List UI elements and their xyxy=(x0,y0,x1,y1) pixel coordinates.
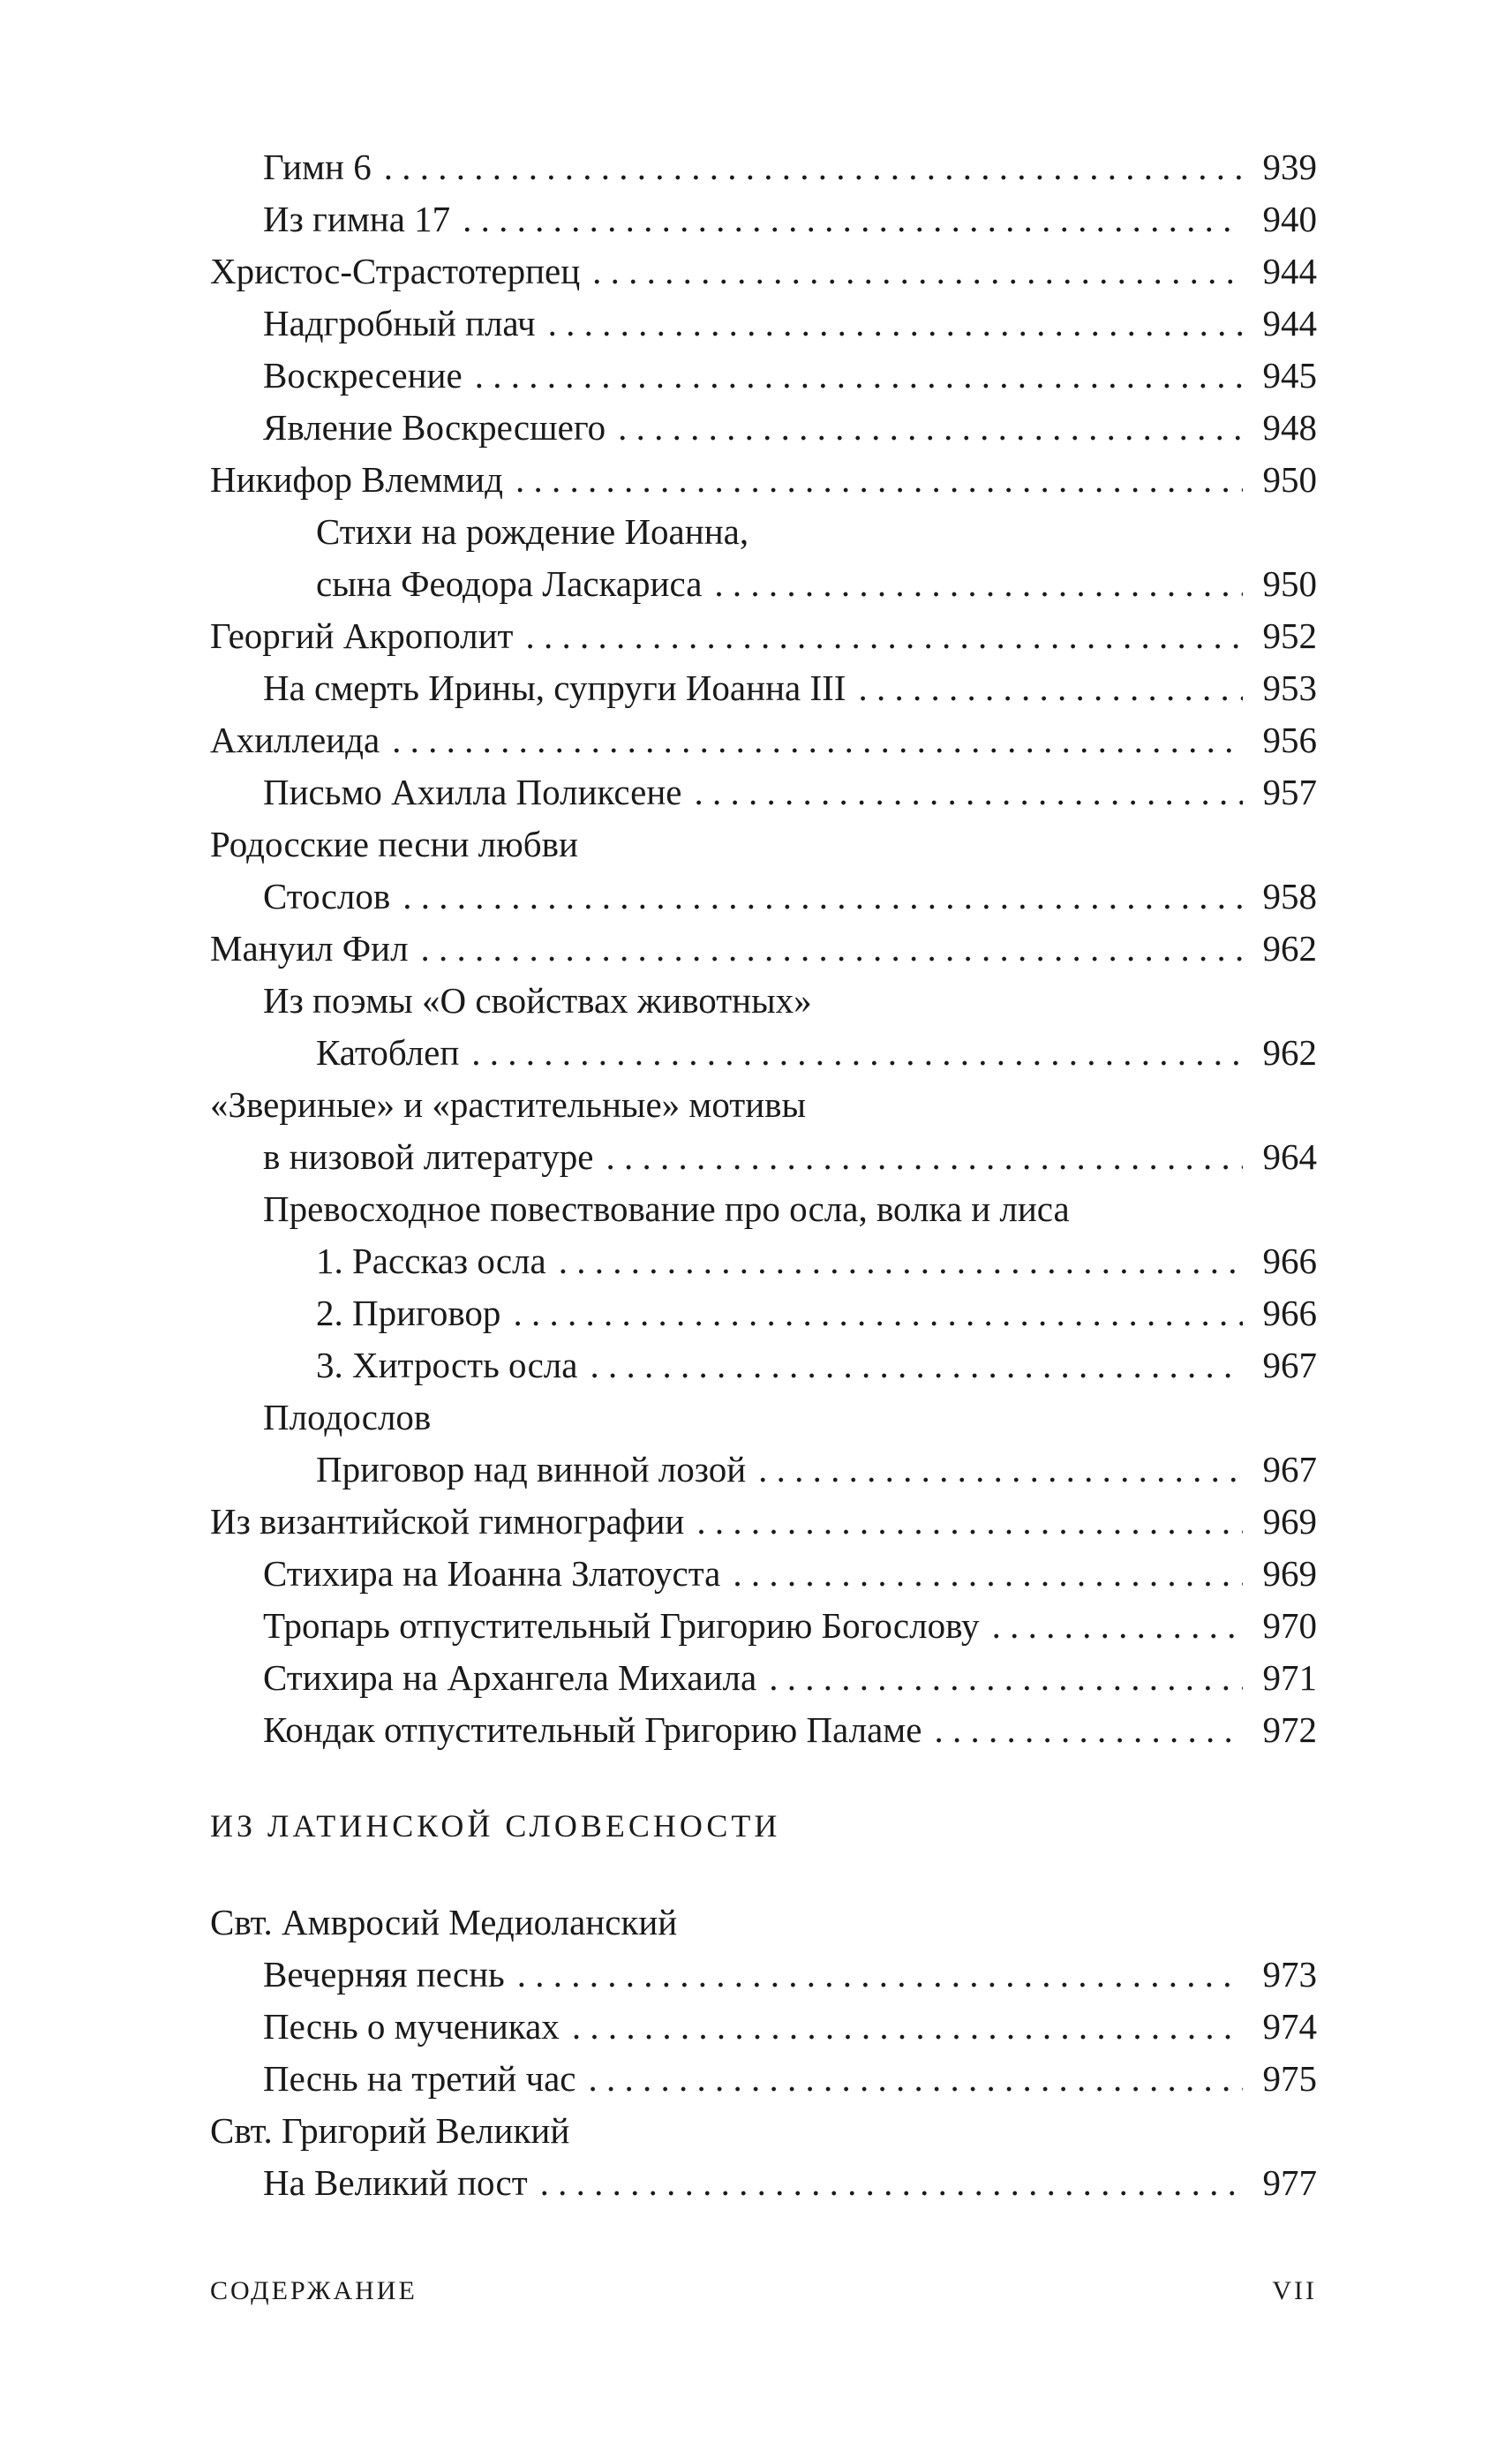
dot-leader xyxy=(589,2053,1244,2105)
toc-entry xyxy=(210,2157,1317,2209)
toc-entry-title: На смерть Ирины, супруги Иоанна III xyxy=(263,667,846,708)
toc-entry-title: Приговор над винной лозой xyxy=(316,1449,747,1489)
toc-entry xyxy=(210,662,1317,714)
toc-entry-page: 972 xyxy=(1262,1709,1317,1750)
toc-entry-title: Стослов xyxy=(263,876,391,916)
toc-entry-page: 975 xyxy=(1262,2058,1317,2099)
dot-leader xyxy=(758,1444,1243,1496)
toc-entry xyxy=(210,141,1317,193)
toc-entry xyxy=(210,193,1317,245)
toc-entry xyxy=(210,1339,1317,1391)
toc-entry-title: Христос-Страстотерпец xyxy=(210,251,581,291)
dot-leader xyxy=(618,402,1243,454)
dot-leader xyxy=(421,923,1243,975)
toc-entry-page: 967 xyxy=(1262,1345,1317,1385)
toc-entry-title: Воскресение xyxy=(263,355,463,396)
toc-entry-title: Никифор Влеммид xyxy=(210,459,503,500)
toc-entry-page: 945 xyxy=(1262,355,1317,396)
toc-entry-title: Стихира на Иоанна Златоуста xyxy=(263,1553,721,1594)
toc-entry-title: «Звериные» и «растительные» мотивы xyxy=(210,1084,807,1125)
toc-entry-title: Родосские песни любви xyxy=(210,824,578,864)
toc-entry xyxy=(210,506,1317,558)
dot-leader xyxy=(858,662,1243,714)
toc-entry-page: 967 xyxy=(1262,1449,1317,1489)
toc-entries-byzantine xyxy=(210,141,1317,1756)
toc-entry-title: Стихира на Архангела Михаила xyxy=(263,1657,757,1698)
dot-leader xyxy=(714,558,1243,610)
toc-entry xyxy=(210,1949,1317,2001)
toc-entry-title: Вечерняя песнь xyxy=(263,1954,505,1995)
dot-leader xyxy=(515,454,1243,506)
toc-entry xyxy=(210,2001,1317,2053)
toc-entry-title: Стихи на рождение Иоанна, xyxy=(316,511,749,552)
section-gap xyxy=(210,1852,1317,1897)
dot-leader xyxy=(548,298,1243,350)
toc-entry-title: Ахиллеида xyxy=(210,720,380,760)
toc-entry-page: 950 xyxy=(1262,459,1317,500)
toc-entry-page: 957 xyxy=(1262,772,1317,812)
toc-entry xyxy=(210,245,1317,298)
toc-entry xyxy=(210,2053,1317,2105)
toc-entry-page: 948 xyxy=(1262,407,1317,448)
toc-entry xyxy=(210,923,1317,975)
toc-entry-page: 966 xyxy=(1262,1241,1317,1281)
toc-entry xyxy=(210,1131,1317,1183)
toc-entry-title: сына Феодора Ласкариса xyxy=(316,563,703,604)
toc-entry xyxy=(210,1496,1317,1548)
toc-entry xyxy=(210,975,1317,1027)
toc-entry xyxy=(210,1897,1317,1949)
toc-entry xyxy=(210,766,1317,818)
toc-entry-page: 944 xyxy=(1262,303,1317,343)
toc-entry-title: На Великий пост xyxy=(263,2162,528,2203)
toc-entry xyxy=(210,1444,1317,1496)
toc-entry-page: 973 xyxy=(1262,1954,1317,1995)
section-heading: ИЗ ЛАТИНСКОЙ СЛОВЕСНОСТИ xyxy=(210,1808,781,1844)
toc-entry xyxy=(210,1287,1317,1339)
toc-entry-page: 964 xyxy=(1262,1136,1317,1177)
toc-entry-page: 962 xyxy=(1262,928,1317,969)
dot-leader xyxy=(517,1949,1243,2001)
toc-entry-page: 958 xyxy=(1262,876,1317,916)
toc-entry-page: 956 xyxy=(1262,720,1317,760)
dot-leader xyxy=(525,610,1243,662)
dot-leader xyxy=(769,1652,1243,1704)
toc-entry-title: Мануил Фил xyxy=(210,928,409,969)
toc-entry xyxy=(210,1704,1317,1756)
toc-entry-page: 952 xyxy=(1262,615,1317,656)
toc-entry xyxy=(210,350,1317,402)
toc-entry-page: 974 xyxy=(1262,2006,1317,2047)
toc-entry-title: Из поэмы «О свойствах животных» xyxy=(263,980,812,1021)
toc-entry-title: Песнь о мучениках xyxy=(263,2006,560,2047)
toc-entry-title: Плодослов xyxy=(263,1397,432,1437)
dot-leader xyxy=(475,350,1243,402)
toc-entry xyxy=(210,1652,1317,1704)
toc-entry-title: Свт. Амвросий Медиоланский xyxy=(210,1902,678,1942)
dot-leader xyxy=(696,1496,1243,1548)
toc-entry-title: 1. Рассказ осла xyxy=(316,1241,546,1281)
toc-entry-title: Кондак отпустительный Григорию Паламе xyxy=(263,1709,922,1750)
dot-leader xyxy=(992,1600,1243,1652)
toc-entry-page: 950 xyxy=(1262,563,1317,604)
dot-leader xyxy=(559,1235,1243,1287)
running-title: СОДЕРЖАНИЕ xyxy=(210,2276,417,2305)
toc-entry-title: Из византийской гимнографии xyxy=(210,1501,685,1542)
toc-entry-page: 940 xyxy=(1262,199,1317,239)
toc-entry-title: Георгий Акрополит xyxy=(210,615,514,656)
toc-entry-page: 953 xyxy=(1262,667,1317,708)
toc-entries-latin xyxy=(210,1897,1317,2209)
section-gap xyxy=(210,1756,1317,1800)
toc-entry-title: 2. Приговор xyxy=(316,1293,501,1333)
toc-entry-title: Гимн 6 xyxy=(263,147,372,187)
page-number: VII xyxy=(1272,2276,1317,2305)
toc-entry-page: 977 xyxy=(1262,2162,1317,2203)
toc-entry xyxy=(210,1027,1317,1079)
toc-entry xyxy=(210,610,1317,662)
toc-entry-page: 962 xyxy=(1262,1032,1317,1073)
toc-entry-page: 970 xyxy=(1262,1605,1317,1646)
toc-entry-page: 939 xyxy=(1262,147,1317,187)
dot-leader xyxy=(463,193,1243,245)
table-of-contents xyxy=(210,141,1317,2209)
toc-entry-title: Песнь на третий час xyxy=(263,2058,576,2099)
dot-leader xyxy=(733,1548,1243,1600)
dot-leader xyxy=(694,766,1243,818)
dot-leader xyxy=(384,141,1243,193)
toc-entry-page: 966 xyxy=(1262,1293,1317,1333)
dot-leader xyxy=(934,1704,1243,1756)
dot-leader xyxy=(471,1027,1243,1079)
toc-entry xyxy=(210,298,1317,350)
toc-entry xyxy=(210,1548,1317,1600)
toc-entry-title: Явление Воскресшего xyxy=(263,407,606,448)
toc-entry xyxy=(210,1391,1317,1444)
toc-entry xyxy=(210,1600,1317,1652)
dot-leader xyxy=(572,2001,1243,2053)
toc-entry-title: Письмо Ахилла Поликсене xyxy=(263,772,682,812)
toc-entry-page: 969 xyxy=(1262,1501,1317,1542)
toc-entry-page: 969 xyxy=(1262,1553,1317,1594)
toc-entry-title: Превосходное повествование про осла, волка и лиса xyxy=(263,1188,1070,1229)
toc-entry-title: 3. Хитрость осла xyxy=(316,1345,578,1385)
toc-entry xyxy=(210,818,1317,871)
toc-entry xyxy=(210,1235,1317,1287)
toc-entry-page: 971 xyxy=(1262,1657,1317,1698)
toc-entry-title: Свт. Григорий Великий xyxy=(210,2110,570,2151)
dot-leader xyxy=(606,1131,1243,1183)
toc-entry xyxy=(210,871,1317,923)
toc-entry xyxy=(210,558,1317,610)
toc-entry-title: Катоблеп xyxy=(316,1032,460,1073)
toc-entry xyxy=(210,1079,1317,1131)
toc-entry-title: Из гимна 17 xyxy=(263,199,451,239)
toc-entry xyxy=(210,402,1317,454)
dot-leader xyxy=(540,2157,1243,2209)
dot-leader xyxy=(392,714,1243,766)
toc-entry xyxy=(210,2105,1317,2157)
dot-leader xyxy=(513,1287,1243,1339)
dot-leader xyxy=(402,871,1243,923)
dot-leader xyxy=(590,1339,1243,1391)
toc-entry xyxy=(210,714,1317,766)
dot-leader xyxy=(592,245,1243,298)
toc-entry xyxy=(210,454,1317,506)
toc-entry-title: в низовой литературе xyxy=(263,1136,594,1177)
toc-entry-title: Надгробный плач xyxy=(263,303,536,343)
toc-entry-page: 944 xyxy=(1262,251,1317,291)
toc-entry-title: Тропарь отпустительный Григорию Богослову xyxy=(263,1605,980,1646)
toc-entry xyxy=(210,1183,1317,1235)
page-footer xyxy=(210,2276,1317,2306)
